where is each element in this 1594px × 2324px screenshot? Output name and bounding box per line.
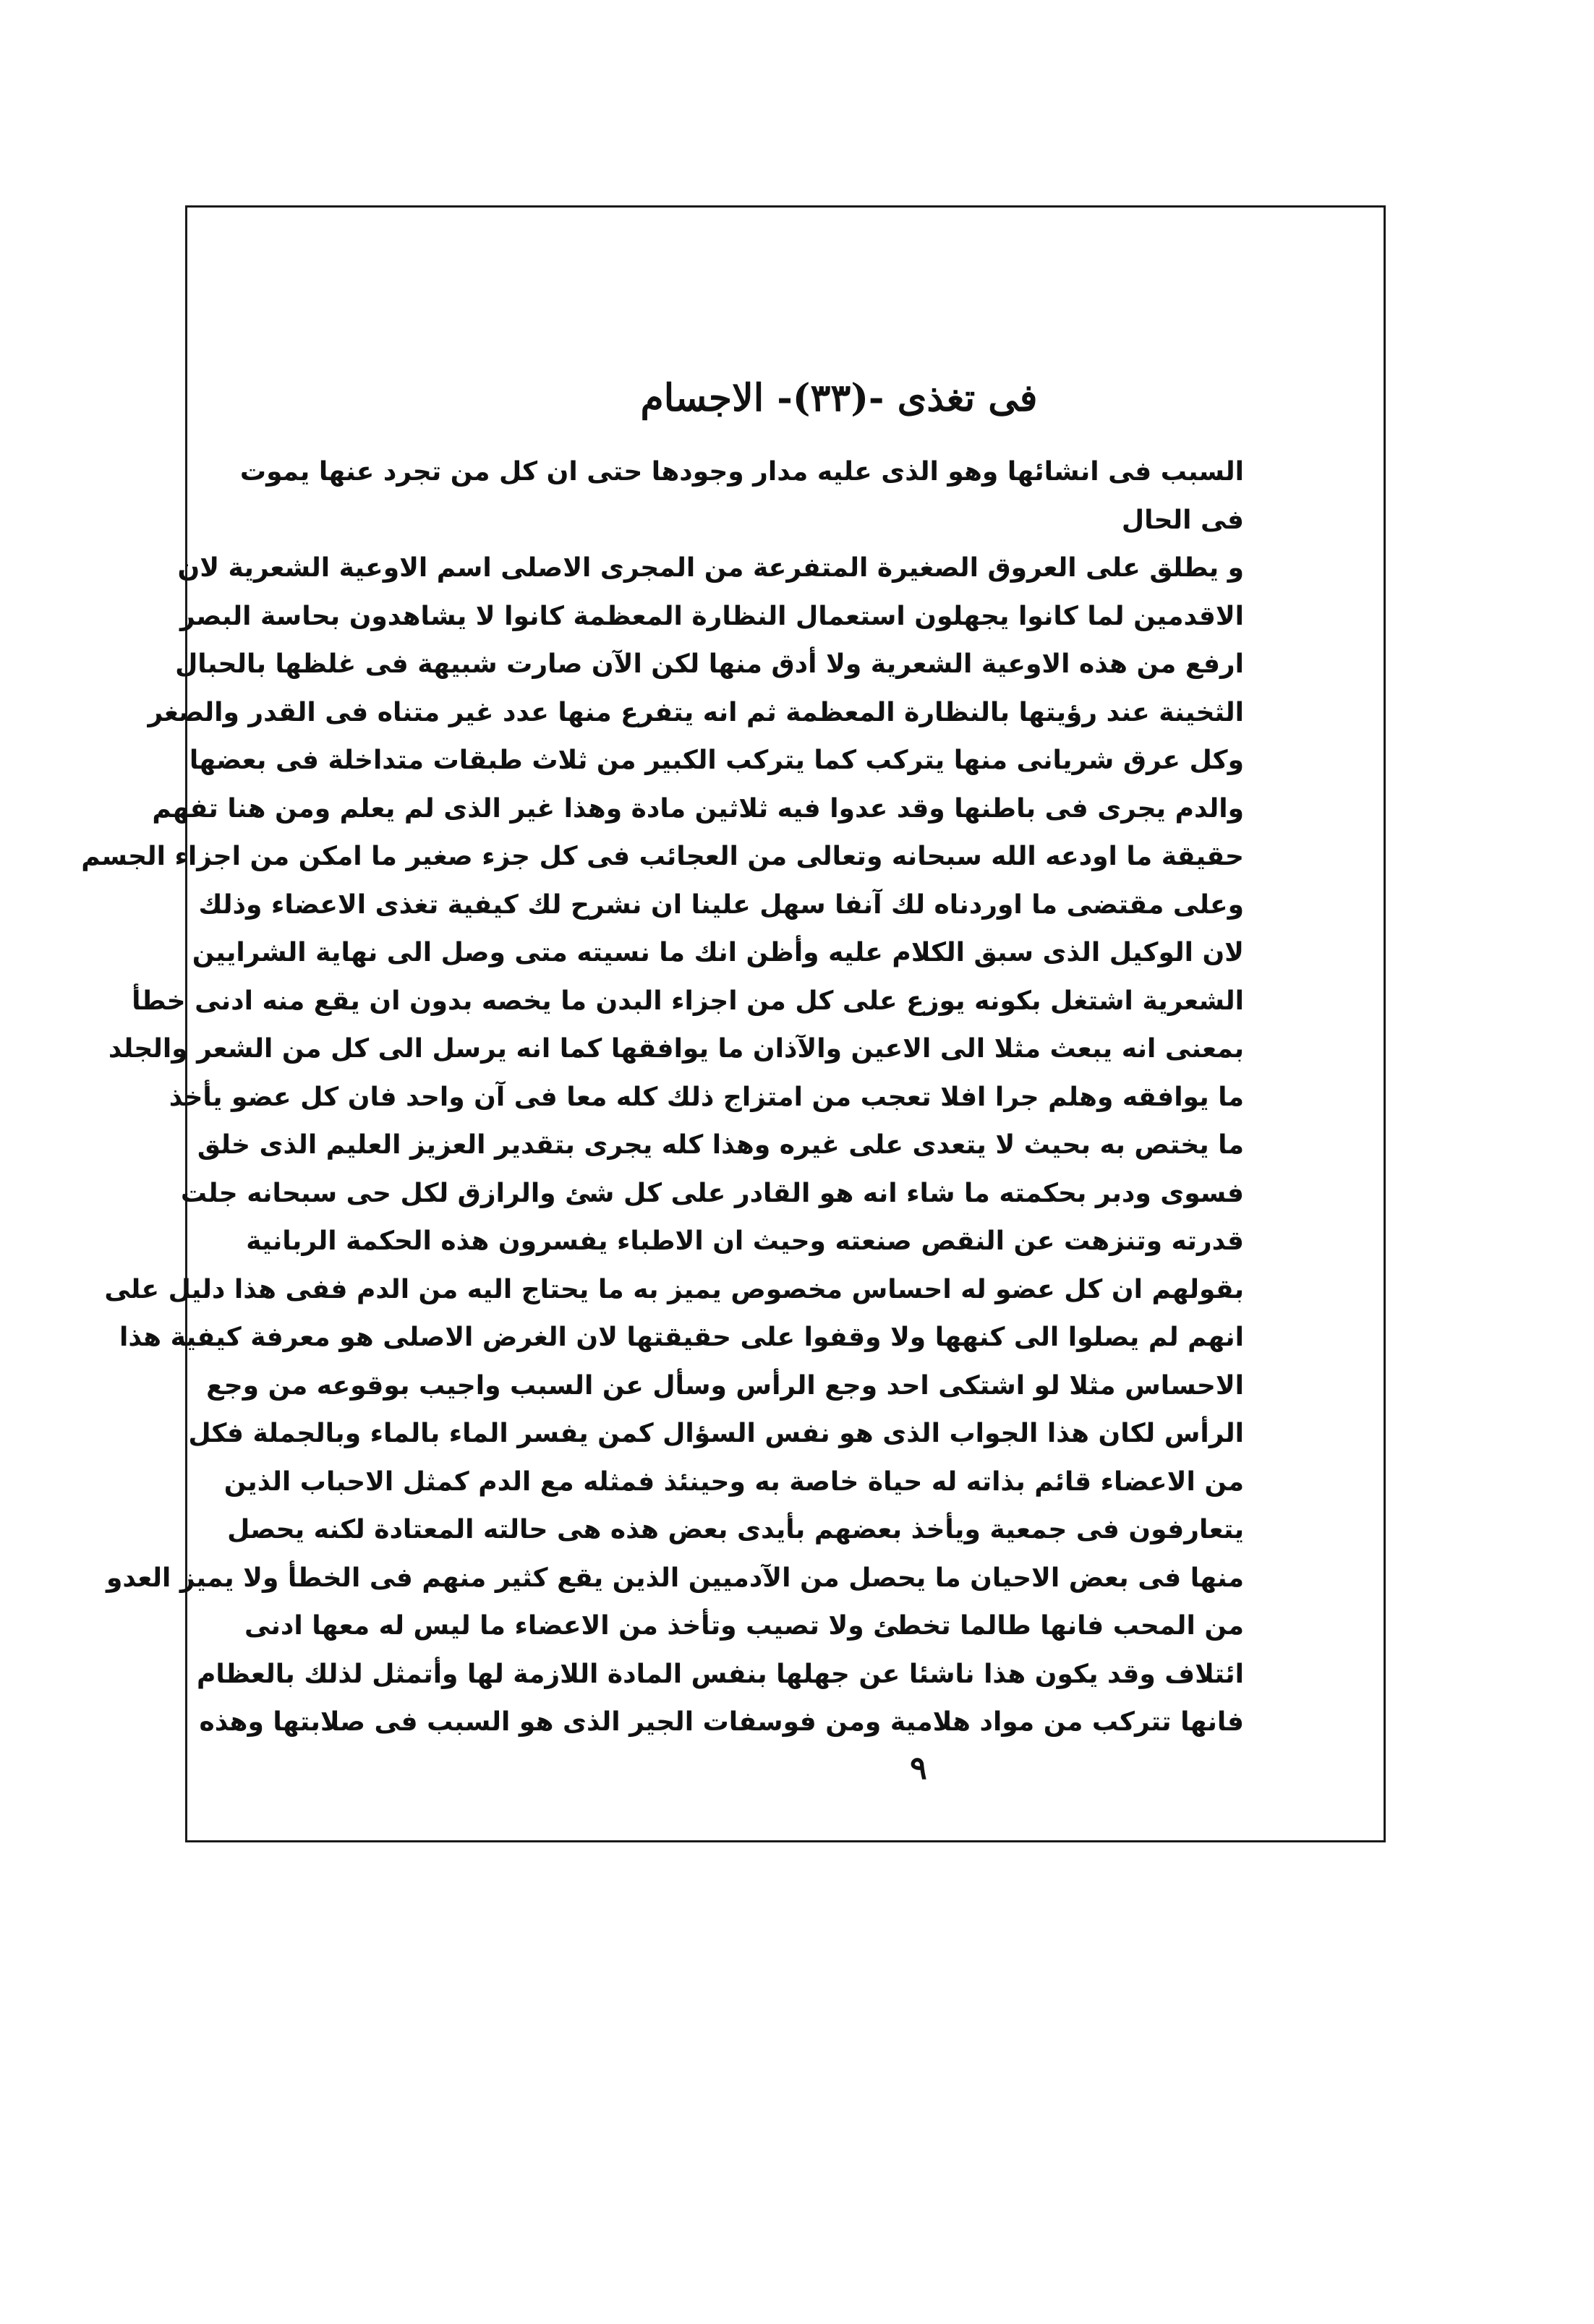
text-line: الاحساس مثلا لو اشتكى احد وجع الرأس وسأل عن السبب واجيب بوقوعه من وجع: [206, 1370, 1244, 1401]
text-line: من الاعضاء قائم بذاته له حياة خاصة به وحينئذ فمثله مع الدم كمثل الاحباب الذين: [223, 1466, 1244, 1497]
text-line: و يطلق على العروق الصغيرة المتفرعة من المجرى الاصلى اسم الاوعية الشعرية لان: [177, 553, 1244, 583]
text-line: والدم يجرى فى باطنها وقد عدوا فيه ثلاثين مادة وهذا غير الذى لم يعلم ومن هنا تفهم: [152, 793, 1244, 824]
text-line: فسوى ودبر بحكمته ما شاء انه هو القادر على كل شئ والرازق لكل حى سبحانه جلت: [180, 1178, 1244, 1208]
text-line: ما يختص به بحيث لا يتعدى على غيره وهذا كله يجرى بتقدير العزيز العليم الذى خلق: [197, 1130, 1244, 1160]
text-line: قدرته وتنزهت عن النقص صنعته وحيث ان الاطباء يفسرون هذه الحكمة الربانية: [246, 1226, 1244, 1256]
text-line: فانها تتركب من مواد هلامية ومن فوسفات الجير الذى هو السبب فى صلابتها وهذه: [199, 1707, 1244, 1737]
page-number: ٩: [910, 1750, 927, 1787]
text-line: السبب فى انشائها وهو الذى عليه مدار وجودها حتى ان كل من تجرد عنها يموت: [239, 457, 1244, 487]
running-header: فى تغذى -(٣٣)- الاجسام: [640, 376, 1038, 420]
text-line: الشعرية اشتغل بكونه يوزع على كل من اجزاء البدن ما يخصه بدون ان يقع منه ادنى خطأ: [132, 986, 1244, 1016]
body-text: [81, 448, 1244, 1747]
text-line: وعلى مقتضى ما اوردناه لك آنفا سهل علينا ان نشرح لك كيفية تغذى الاعضاء وذلك: [198, 889, 1244, 920]
text-line: الرأس لكان هذا الجواب الذى هو نفس السؤال كمن يفسر الماء بالماء وبالجملة فكل: [188, 1419, 1244, 1448]
text-line: من المحب فانها طالما تخطئ ولا تصيب وتأخذ من الاعضاء ما ليس له معها ادنى: [244, 1611, 1244, 1641]
text-line: ما يوافقه وهلم جرا افلا تعجب من امتزاج ذلك كله معا فى آن واحد فان كل عضو يأخذ: [169, 1082, 1244, 1112]
text-line: منها فى بعض الاحيان ما يحصل من الآدميين الذين يقع كثير منهم فى الخطأ ولا يميز العدو: [106, 1563, 1244, 1593]
text-line: بمعنى انه يبعث مثلا الى الاعين والآذان ما يوافقها كما انه يرسل الى كل من الشعر والجلد: [108, 1034, 1244, 1064]
text-line: لان الوكيل الذى سبق الكلام عليه وأظن انك ما نسيته متى وصل الى نهاية الشرايين: [192, 938, 1244, 967]
text-line: ارفع من هذه الاوعية الشعرية ولا أدق منها لكن الآن صارت شبيهة فى غلظها بالحبال: [175, 649, 1244, 679]
text-line: وكل عرق شريانى منها يتركب كما يتركب الكبير من ثلاث طبقات متداخلة فى بعضها: [189, 746, 1244, 775]
text-line: الاقدمين لما كانوا يجهلون استعمال النظارة المعظمة كانوا لا يشاهدون بحاسة البصر: [180, 601, 1244, 631]
text-line: يتعارفون فى جمعية ويأخذ بعضهم بأيدى بعض هذه هى حالته المعتادة لكنه يحصل: [227, 1515, 1244, 1545]
text-line: انهم لم يصلوا الى كنهها ولا وقفوا على حقيقتها لان الغرض الاصلى هو معرفة كيفية هذا: [119, 1323, 1244, 1352]
text-line: بقولهم ان كل عضو له احساس مخصوص يميز به ما يحتاج اليه من الدم ففى هذا دليل على: [104, 1274, 1244, 1304]
text-line: فى الحال: [1121, 505, 1244, 535]
text-line: ائتلاف وقد يكون هذا ناشئا عن جهلها بنفس المادة اللازمة لها وأتمثل لذلك بالعظام: [196, 1659, 1244, 1689]
text-line: الثخينة عند رؤيتها بالنظارة المعظمة ثم انه يتفرع منها عدد غير متناه فى القدر والصغر: [148, 697, 1244, 727]
text-line: حقيقة ما اودعه الله سبحانه وتعالى من العجائب فى كل جزء صغير ما امكن من اجزاء الجسم: [81, 842, 1244, 871]
